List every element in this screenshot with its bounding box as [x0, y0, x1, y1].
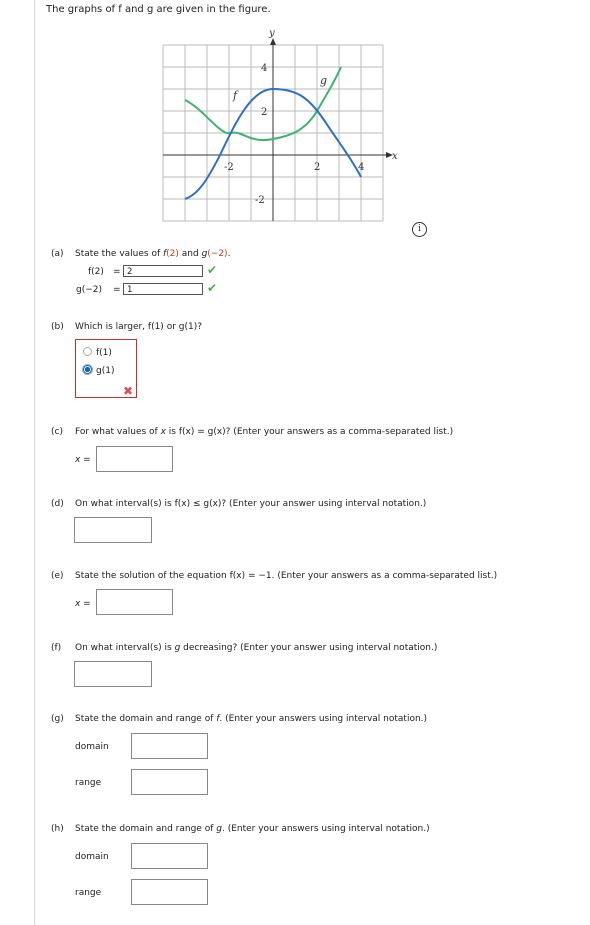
- part-d-le: ≤: [190, 499, 204, 509]
- g-domain-field[interactable]: [131, 733, 208, 759]
- c-answer-label: x =: [75, 455, 91, 465]
- part-e-prompt-post: . (Enter your answers as a comma-separated list.): [271, 571, 498, 581]
- part-c-x: x: [160, 427, 166, 437]
- f2-answer-field[interactable]: 2: [123, 265, 203, 277]
- h-domain-field[interactable]: [131, 843, 208, 869]
- axis-x-label: x: [392, 151, 398, 162]
- part-b-or: or: [163, 322, 179, 332]
- radio-f1[interactable]: [83, 347, 92, 356]
- e-answer-label: x =: [75, 599, 91, 609]
- part-d-prompt-pre: On what interval(s) is: [75, 499, 175, 509]
- tick-x-2: 2: [314, 162, 321, 173]
- part-f-g: g: [174, 643, 181, 653]
- part-f-prompt-pre: On what interval(s) is: [75, 643, 175, 653]
- part-a-end: .: [227, 249, 231, 259]
- question-c: [51, 427, 453, 437]
- part-c-gx: g(x): [207, 427, 226, 437]
- part-b-end: ?: [197, 322, 203, 332]
- tick-x-neg2: -2: [224, 162, 234, 173]
- part-c-prompt-post: ? (Enter your answers as a comma-separated list.): [225, 427, 454, 437]
- part-a-g: g: [201, 249, 208, 259]
- gm2-equals: =: [113, 285, 121, 295]
- question-e: [51, 571, 497, 581]
- part-d-gx: g(x): [203, 499, 222, 509]
- part-f-prompt-post: decreasing? (Enter your answer using interval notation.): [180, 643, 438, 653]
- question-g: [51, 714, 427, 724]
- part-g-letter: (g): [51, 714, 64, 724]
- info-icon[interactable]: i: [412, 222, 427, 237]
- gm2-label: g(−2): [76, 285, 103, 295]
- part-a-and: and: [178, 249, 202, 259]
- check-icon: ✔: [207, 281, 218, 295]
- y-axis-arrow: [270, 38, 276, 45]
- part-c-is: is: [165, 427, 179, 437]
- gm2-answer-field[interactable]: 1: [123, 283, 203, 295]
- part-h-prompt-pre: State the domain and range of: [75, 824, 217, 834]
- intro-text: The graphs of f and g are given in the figure.: [46, 4, 271, 15]
- page-frame: [34, 0, 35, 925]
- part-a-prompt-pre: State the values of: [75, 249, 163, 259]
- part-h-prompt-post: . (Enter your answers using interval notation.): [221, 824, 430, 834]
- part-d-prompt-post: ? (Enter your answer using interval notation.): [221, 499, 427, 509]
- c-answer-field[interactable]: [96, 446, 173, 472]
- option-f1[interactable]: [83, 347, 112, 358]
- part-d-fx: f(x): [174, 499, 191, 509]
- part-d-letter: (d): [51, 499, 64, 509]
- tick-y-2: 2: [261, 107, 268, 118]
- tick-y-4: 4: [261, 63, 268, 74]
- check-icon: ✔: [207, 263, 218, 277]
- curve-g-label: g: [320, 74, 328, 87]
- g-domain-label: domain: [75, 742, 109, 752]
- radio-g1-selected[interactable]: [83, 365, 92, 374]
- part-b-options: [75, 339, 137, 398]
- g-range-field[interactable]: [131, 769, 208, 795]
- part-b-prompt-pre: Which is larger,: [75, 322, 148, 332]
- part-g-prompt-post: . (Enter your answers using interval notation.): [219, 714, 428, 724]
- part-c-eq: =: [194, 427, 208, 437]
- part-f-letter: (f): [51, 643, 62, 653]
- option-f1-label: f(1): [96, 348, 112, 358]
- e-answer-field[interactable]: [96, 589, 173, 615]
- part-g-f: f: [216, 714, 220, 724]
- part-a-arg-f: (2): [166, 249, 179, 259]
- incorrect-x-icon: ✖: [123, 384, 134, 398]
- h-range-field[interactable]: [131, 879, 208, 905]
- h-domain-label: domain: [75, 852, 109, 862]
- part-c-letter: (c): [51, 427, 63, 437]
- question-d: [51, 499, 426, 509]
- part-e-eq: = −1: [245, 571, 272, 581]
- part-b-letter: (b): [51, 322, 64, 332]
- f2-label: f(2): [88, 267, 104, 277]
- curve-f-label: f: [233, 89, 238, 102]
- option-g1-label: g(1): [96, 366, 115, 376]
- part-b-opt1: f(1): [147, 322, 164, 332]
- part-b-opt2: g(1): [178, 322, 198, 332]
- question-a: [51, 249, 230, 259]
- part-h-letter: (h): [51, 824, 64, 834]
- part-h-g: g: [216, 824, 222, 834]
- part-e-letter: (e): [51, 571, 64, 581]
- part-a-f: f: [162, 249, 167, 259]
- f-answer-field[interactable]: [74, 661, 152, 687]
- tick-y-neg2: -2: [255, 195, 265, 206]
- f2-equals: =: [113, 267, 121, 277]
- part-e-prompt-pre: State the solution of the equation: [75, 571, 230, 581]
- question-b: [51, 322, 202, 332]
- h-range-label: range: [75, 888, 102, 898]
- option-g1[interactable]: [83, 365, 114, 376]
- tick-x-4: 4: [358, 162, 365, 173]
- function-graph: [150, 26, 400, 226]
- g-range-label: range: [75, 778, 102, 788]
- d-answer-field[interactable]: [74, 517, 152, 543]
- curve-g: [185, 67, 341, 140]
- part-e-fx: f(x): [229, 571, 246, 581]
- part-c-fx: f(x): [178, 427, 195, 437]
- part-a-letter: (a): [51, 249, 64, 259]
- part-a-arg-g: (−2): [207, 249, 228, 259]
- axis-y-label: y: [269, 28, 275, 39]
- part-g-prompt-pre: State the domain and range of: [75, 714, 217, 724]
- question-h: [51, 824, 430, 834]
- part-c-prompt-pre: For what values of: [75, 427, 161, 437]
- question-f: [51, 643, 437, 653]
